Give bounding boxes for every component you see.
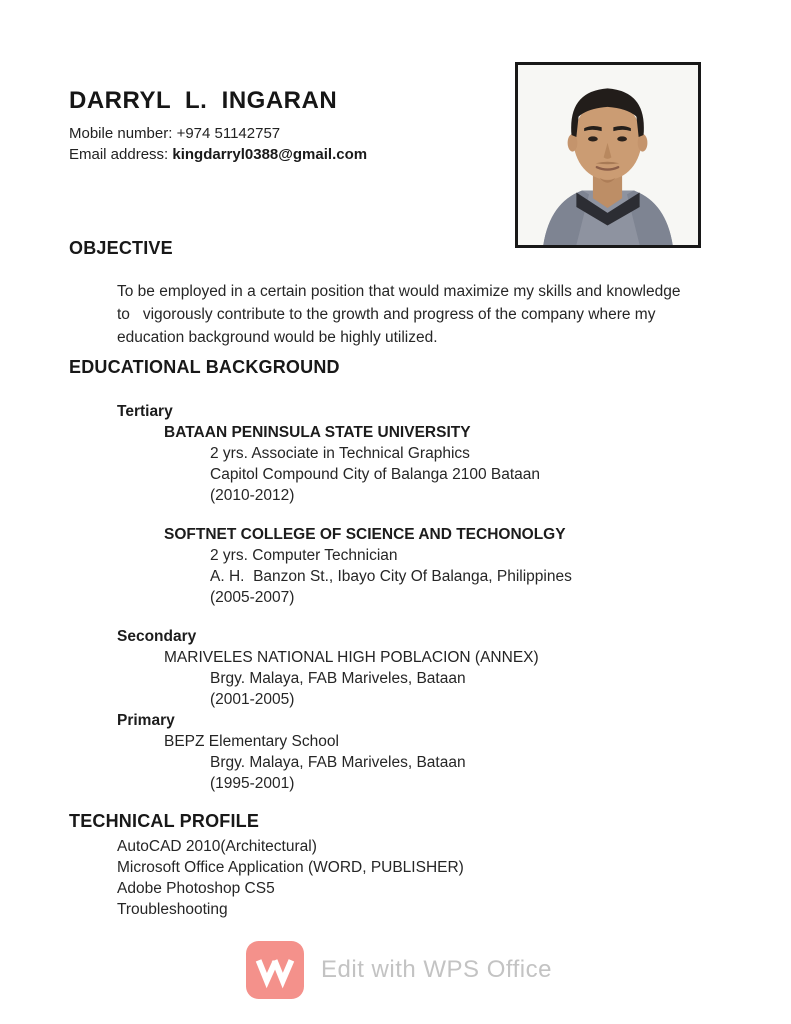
email-line [69, 144, 367, 165]
objective-line: education background would be highly utilized. [117, 329, 438, 346]
school-detail: (2005-2007) [210, 589, 295, 606]
technical-profile-heading: TECHNICAL PROFILE [69, 811, 260, 831]
school-name: BEPZ Elementary School [164, 733, 339, 750]
applicant-name: DARRYL L. INGARAN [69, 87, 338, 114]
technical-skill: Microsoft Office Application (WORD, PUBLISHER) [117, 859, 464, 876]
school-detail: Brgy. Malaya, FAB Mariveles, Bataan [210, 670, 466, 687]
technical-skill: Troubleshooting [117, 901, 228, 918]
objective-line: to vigorously contribute to the growth and progress of the company where my [117, 306, 656, 323]
education-level-label: Tertiary [117, 403, 173, 420]
mobile-line [69, 123, 367, 144]
school-detail: 2 yrs. Associate in Technical Graphics [210, 445, 470, 462]
mobile-value: +974 51142757 [176, 125, 281, 142]
wps-office-watermark-link[interactable] [246, 941, 552, 999]
technical-profile-section [69, 810, 761, 920]
objective-paragraph [117, 280, 761, 349]
technical-skill: AutoCAD 2010(Architectural) [117, 838, 317, 855]
school-detail: A. H. Banzon St., Ibayo City Of Balanga, Philippines [210, 568, 572, 585]
applicant-photo-illustration [518, 65, 698, 245]
school-detail: (2010-2012) [210, 487, 295, 504]
technical-skill: Adobe Photoshop CS5 [117, 880, 275, 897]
education-heading: EDUCATIONAL BACKGROUND [69, 357, 340, 377]
wps-office-logo-icon [246, 941, 304, 999]
school-detail: Capitol Compound City of Balanga 2100 Bataan [210, 466, 541, 483]
school-name: BATAAN PENINSULA STATE UNIVERSITY [164, 424, 471, 441]
education-level-label: Primary [117, 712, 175, 729]
technical-skill-list [69, 836, 761, 920]
objective-heading: OBJECTIVE [69, 238, 173, 258]
school-detail: (2001-2005) [210, 691, 295, 708]
objective-line: To be employed in a certain position that would maximize my skills and knowledge [117, 283, 681, 300]
email-value: kingdarryl0388@gmail.com [172, 146, 368, 163]
school-entry [69, 647, 761, 710]
school-name: MARIVELES NATIONAL HIGH POBLACION (ANNEX) [164, 649, 539, 666]
school-detail: Brgy. Malaya, FAB Mariveles, Bataan [210, 754, 466, 771]
school-entry [69, 422, 761, 506]
email-label: Email address: [69, 146, 173, 163]
objective-section [69, 237, 761, 349]
school-name: SOFTNET COLLEGE OF SCIENCE AND TECHONOLGY [164, 526, 566, 543]
applicant-photo [515, 62, 701, 248]
school-detail: (1995-2001) [210, 775, 295, 792]
education-section [69, 356, 761, 794]
education-level-label: Secondary [117, 628, 197, 645]
header-block [69, 88, 367, 165]
school-detail: 2 yrs. Computer Technician [210, 547, 398, 564]
mobile-label: Mobile number: [69, 125, 177, 142]
school-entry [69, 731, 761, 794]
wps-watermark-label: Edit with WPS Office [321, 956, 552, 983]
school-entry [69, 524, 761, 608]
